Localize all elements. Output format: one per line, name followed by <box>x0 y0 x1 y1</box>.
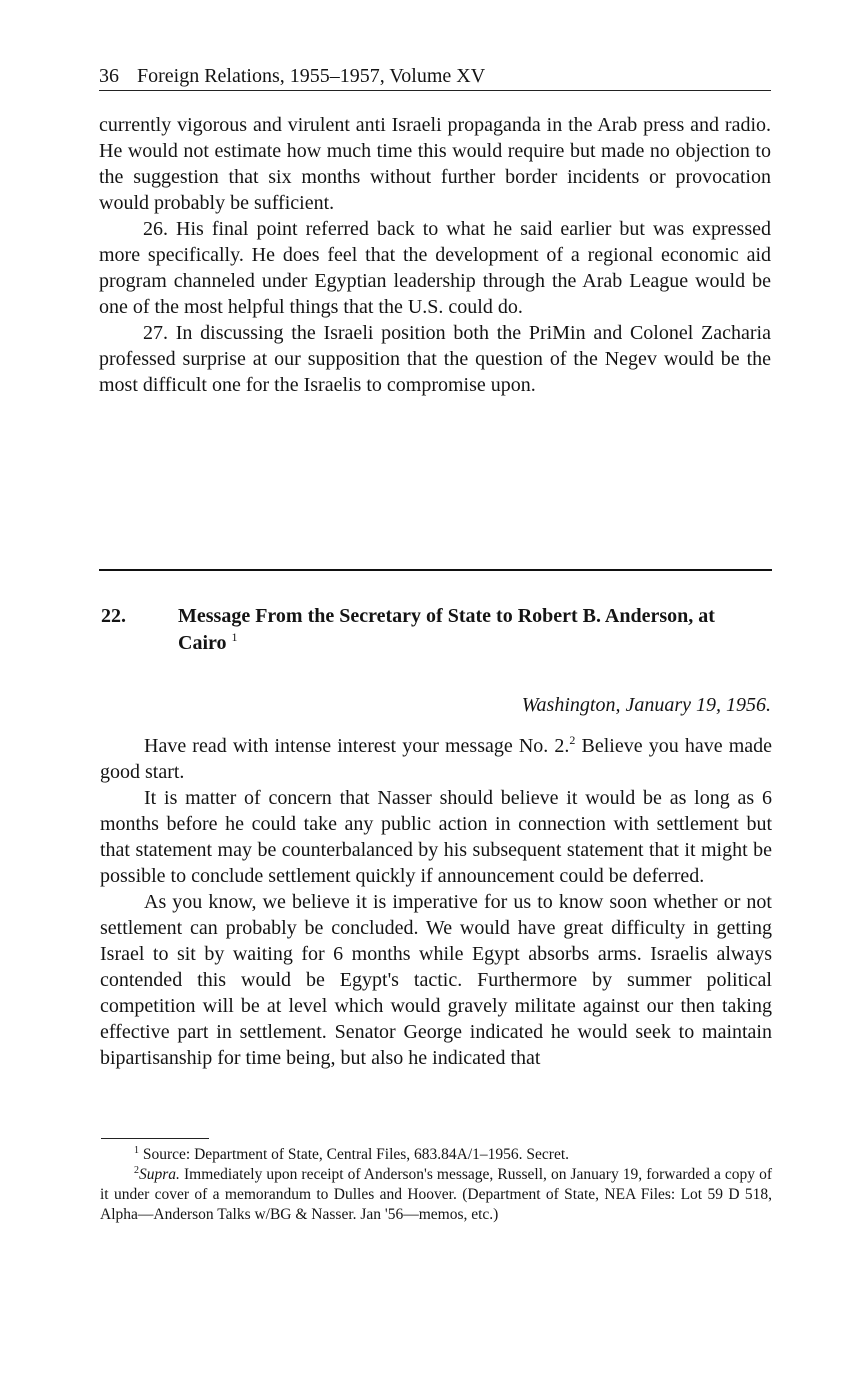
footnote-ref-2: 2 <box>569 733 576 747</box>
document-heading <box>101 603 721 657</box>
paragraph-26: 26. His final point referred back to what he said earlier but was expressed more specifically. He does feel that the development of a regional economic aid program channeled under Egyptian leadership through the Arab League would be one of the most helpful things that the U.S. could do. <box>99 218 771 318</box>
section-divider <box>99 569 772 571</box>
paragraph-3: As you know, we believe it is imperative for us to know soon whether or not settlement can probably be concluded. We would have great difficulty in getting Israel to sit by waiting for 6 months while Egypt absorbs arms. Israelis always contended this would be Egypt's tactic. Furthermore by summer political competition will be at level which would gravely militate against our then taking effective part in settlement. Senator George indicated he would seek to maintain bipartisanship for time being, but also he indicated that <box>100 891 772 1069</box>
footnote-rule <box>101 1138 209 1139</box>
dateline: Washington, January 19, 1956. <box>521 694 771 716</box>
paragraph-1 <box>100 733 772 785</box>
paragraph-1-text: Have read with intense interest your message No. 2. <box>144 735 570 757</box>
footnote-1 <box>100 1145 772 1165</box>
footnote-1-text: Source: Department of State, Central Files, 683.84A/1–1956. Secret. <box>139 1146 570 1163</box>
document-number: 22. <box>101 605 126 627</box>
footnotes <box>100 1145 772 1225</box>
footnote-ref-1: 1 <box>231 630 238 644</box>
document-title <box>178 603 721 657</box>
page-top <box>99 62 771 398</box>
footnote-2-supra: Supra. <box>139 1166 180 1183</box>
paragraph-2: It is matter of concern that Nasser should believe it would be as long as 6 months before he could take any public action in connection with settlement but that statement may be counterbalanced by his subsequent statement that it might be possible to conclude settlement quickly if announcement could be deferred. <box>100 787 772 887</box>
footnote-1-mark: 1 <box>134 1145 139 1156</box>
paragraph-1-rest: Believe you have made good start. <box>100 735 773 783</box>
footnote-2 <box>100 1165 772 1225</box>
paragraph-27: 27. In discussing the Israeli position both the PriMin and Colonel Zacharia professed surprise at our supposition that the question of the Negev would be the most difficult one for the Israelis to compromise upon. <box>99 322 771 396</box>
document-title-text: Message From the Secretary of State to Robert B. Anderson, at Cairo <box>178 605 715 654</box>
volume-title: Foreign Relations, 1955–1957, Volume XV <box>137 65 486 87</box>
footnote-2-mark: 2 <box>134 1165 139 1176</box>
document-body <box>100 733 772 1071</box>
running-head <box>99 62 771 91</box>
paragraph-continuation: currently vigorous and virulent anti Israeli propaganda in the Arab press and radio. He would not estimate how much time this would require but made no objection to the suggestion that six months without further border incidents or provocation would probably be sufficient. <box>99 114 771 214</box>
footnote-2-text: Immediately upon receipt of Anderson's message, Russell, on January 19, forwarded a copy of it under cover of a memorandum to Dulles and Hoover. (Department of State, NEA Files: Lot 59 D 518, Alpha—Anderson Talks w/BG & Nasser. Jan '56—memos, etc.) <box>100 1166 772 1223</box>
page-number: 36 <box>99 65 119 87</box>
